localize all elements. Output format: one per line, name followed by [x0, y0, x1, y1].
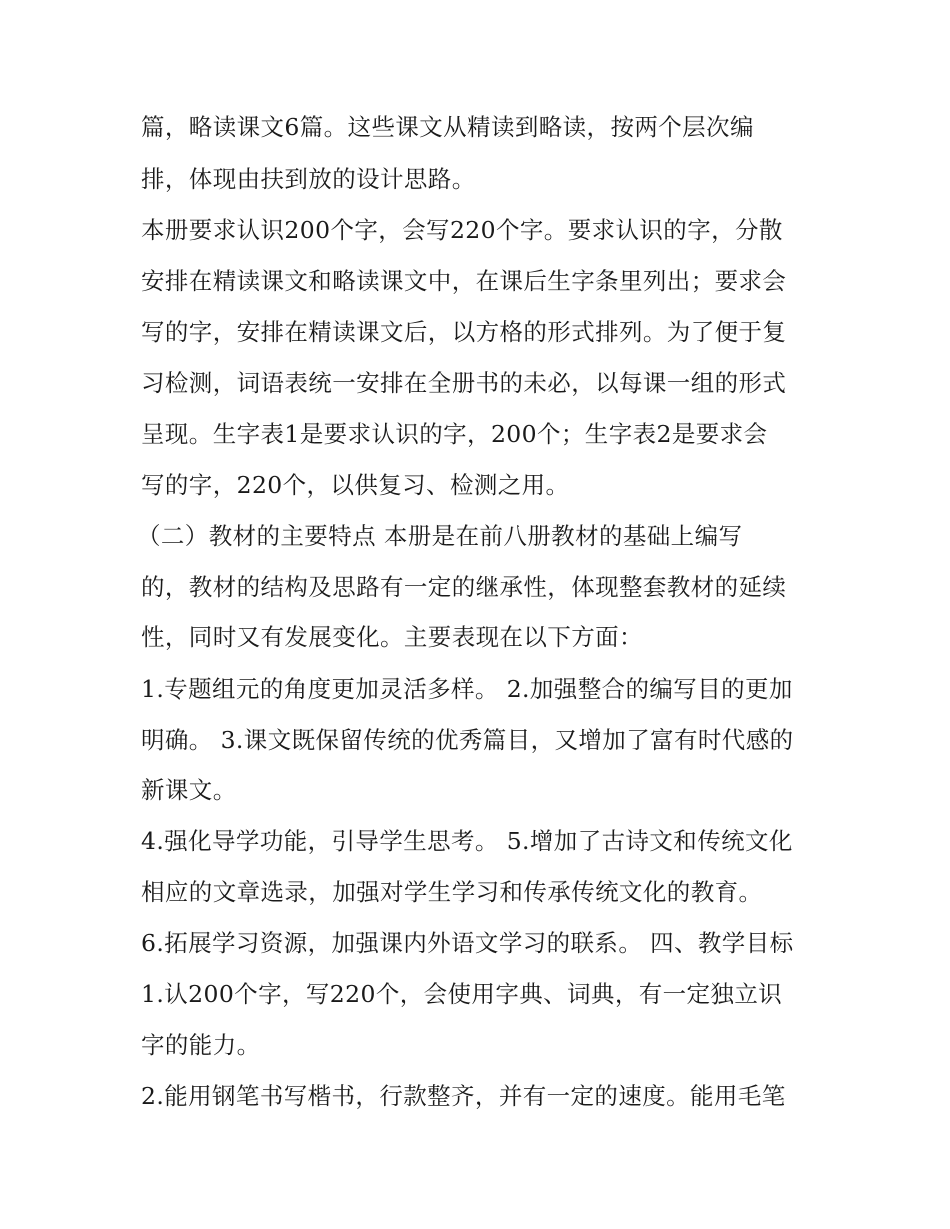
list-item-line: 1.认200个字，写220个，会使用字典、词典，有一定独立识 — [141, 980, 783, 1008]
list-item-line: 2.能用钢笔书写楷书，行款整齐，并有一定的速度。能用毛笔 — [141, 1082, 786, 1110]
text-line: 写的字，安排在精读课文后，以方格的形式排列。为了便于复 — [141, 318, 787, 346]
text-line: 的，教材的结构及思路有一定的继承性，体现整套教材的延续 — [141, 573, 787, 601]
list-item-line: 新课文。 — [141, 776, 237, 804]
text-line: 排，体现由扶到放的设计思路。 — [141, 165, 476, 193]
text-line: 呈现。生字表1是要求认识的字，200个；生字表2是要求会 — [141, 420, 768, 448]
list-item-line: 字的能力。 — [141, 1031, 261, 1059]
section-heading-line: （二）教材的主要特点 本册是在前八册教材的基础上编写 — [137, 522, 743, 550]
list-item-line: 相应的文章选录，加强对学生学习和传承传统文化的教育。 — [141, 878, 763, 906]
text-line: 篇，略读课文6篇。这些课文从精读到略读，按两个层次编 — [141, 113, 754, 141]
list-item-line: 1.专题组元的角度更加灵活多样。 2.加强整合的编写目的更加 — [141, 675, 793, 703]
text-line: 习检测，词语表统一安排在全册书的未必，以每课一组的形式 — [141, 369, 787, 397]
list-item-line: 4.强化导学功能，引导学生思考。 5.增加了古诗文和传统文化 — [141, 827, 793, 855]
text-line: 本册要求认识200个字，会写220个字。要求认识的字，分散 — [141, 216, 783, 244]
list-item-line: 明确。 3.课文既保留传统的优秀篇目，又增加了富有时代感的 — [141, 726, 794, 754]
list-item-line: 6.拓展学习资源，加强课内外语文学习的联系。 四、教学目标 — [141, 929, 794, 957]
text-line: 写的字，220个，以供复习、检测之用。 — [141, 471, 570, 499]
text-line: 安排在精读课文和略读课文中，在课后生字条里列出；要求会 — [141, 267, 787, 295]
text-line: 性，同时又有发展变化。主要表现在以下方面： — [141, 623, 643, 651]
